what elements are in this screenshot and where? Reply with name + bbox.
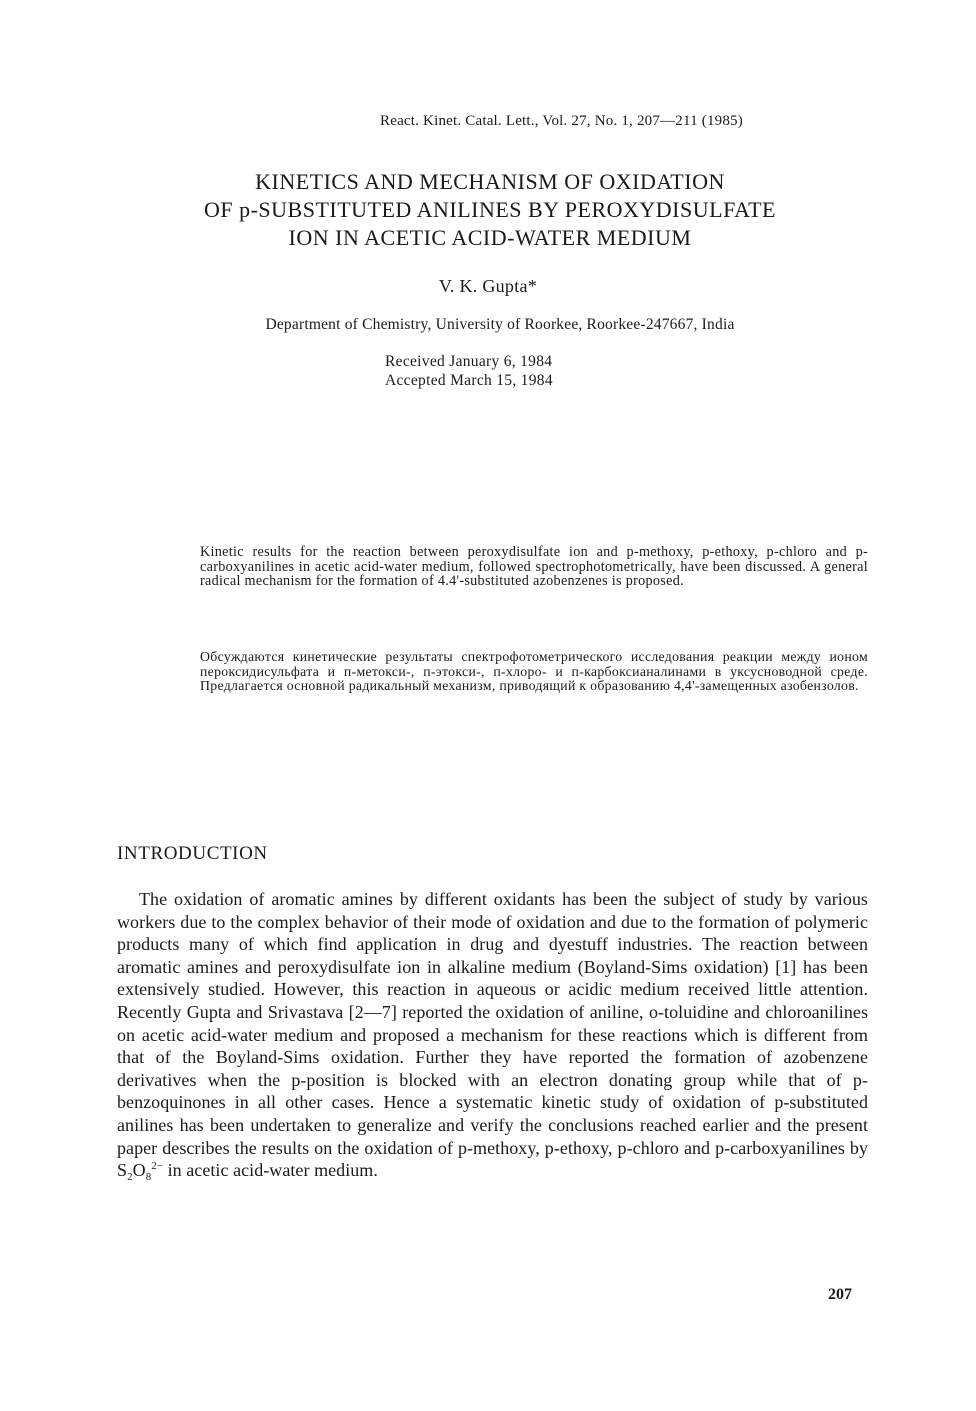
abstract-english: Kinetic results for the reaction between peroxydisulfate ion and p-methoxy, p-ethoxy, p-chloro and p-carboxyanilines in acetic acid-water medium, followed spectrophotometrically, have been discussed. A general radical mechanism for the formation of 4.4'-substituted azobenzenes is proposed.	[200, 544, 868, 589]
author-name: V. K. Gupta*	[438, 276, 538, 296]
accepted-date: Accepted March 15, 1984	[385, 372, 553, 389]
page-number: 207	[828, 1286, 852, 1303]
introduction-body-end: in acetic acid-water medium.	[163, 1160, 378, 1181]
received-date: Received January 6, 1984	[385, 353, 553, 370]
title-line: OF p-SUBSTITUTED ANILINES BY PEROXYDISULFATE	[203, 197, 776, 222]
author-affiliation: Department of Chemistry, University of Roorkee, Roorkee-247667, India	[265, 316, 735, 333]
introduction-body: The oxidation of aromatic amines by different oxidants has been the subject of study by various workers due to the complex behavior of their mode of oxidation and due to the formation of polymeric products many of which find application in drug and dyestuff industries. The reaction between aromatic amines and peroxydisulfate ion in alkaline medium (Boyland-Sims oxidation) [1] has been extensively studied. However, this reaction in aqueous or acidic medium received little attention. Recently Gupta and Srivastava [2—7] reported the oxidation of aniline, o-toluidine and chloroanilines on acetic acid-water medium and proposed a mechanism for these reactions which is different from that of the Boyland-Sims oxidation. Further they have reported the formation of azobenzene derivatives when the p-position is blocked with an electron donating group while that of p-benzoquinones in all other cases. Hence a systematic kinetic study of oxidation of p-substituted anilines has been undertaken to generalize and verify the conclusions reached earlier and the present paper describes the results on the oxidation of p-methoxy, p-ethoxy, p-chloro and p-carboxyanilines by	[117, 889, 868, 1158]
abstract-russian: Обсуждаются кинетические результаты спектрофотометрического исследования реакции между ионом пероксидисульфата и п-метокси-, п-этокси-, п-хлоро- и п-карбоксианалинами в уксусноводной среде. Предлагается основной радикальный механизм, приводящий к образованию 4,4'-замещенных азобензолов.	[200, 649, 868, 693]
paper-title	[100, 168, 880, 252]
journal-reference: React. Kinet. Catal. Lett., Vol. 27, No. 1, 207—211 (1985)	[380, 113, 743, 129]
title-line: ION IN ACETIC ACID-WATER MEDIUM	[288, 225, 692, 250]
title-line: KINETICS AND MECHANISM OF OXIDATION	[255, 169, 725, 194]
submission-dates	[385, 352, 645, 390]
chemical-formula: $S_2O_8^{2-}$	[117, 1160, 164, 1184]
section-heading: INTRODUCTION	[117, 843, 268, 864]
introduction-paragraph	[117, 888, 868, 1185]
